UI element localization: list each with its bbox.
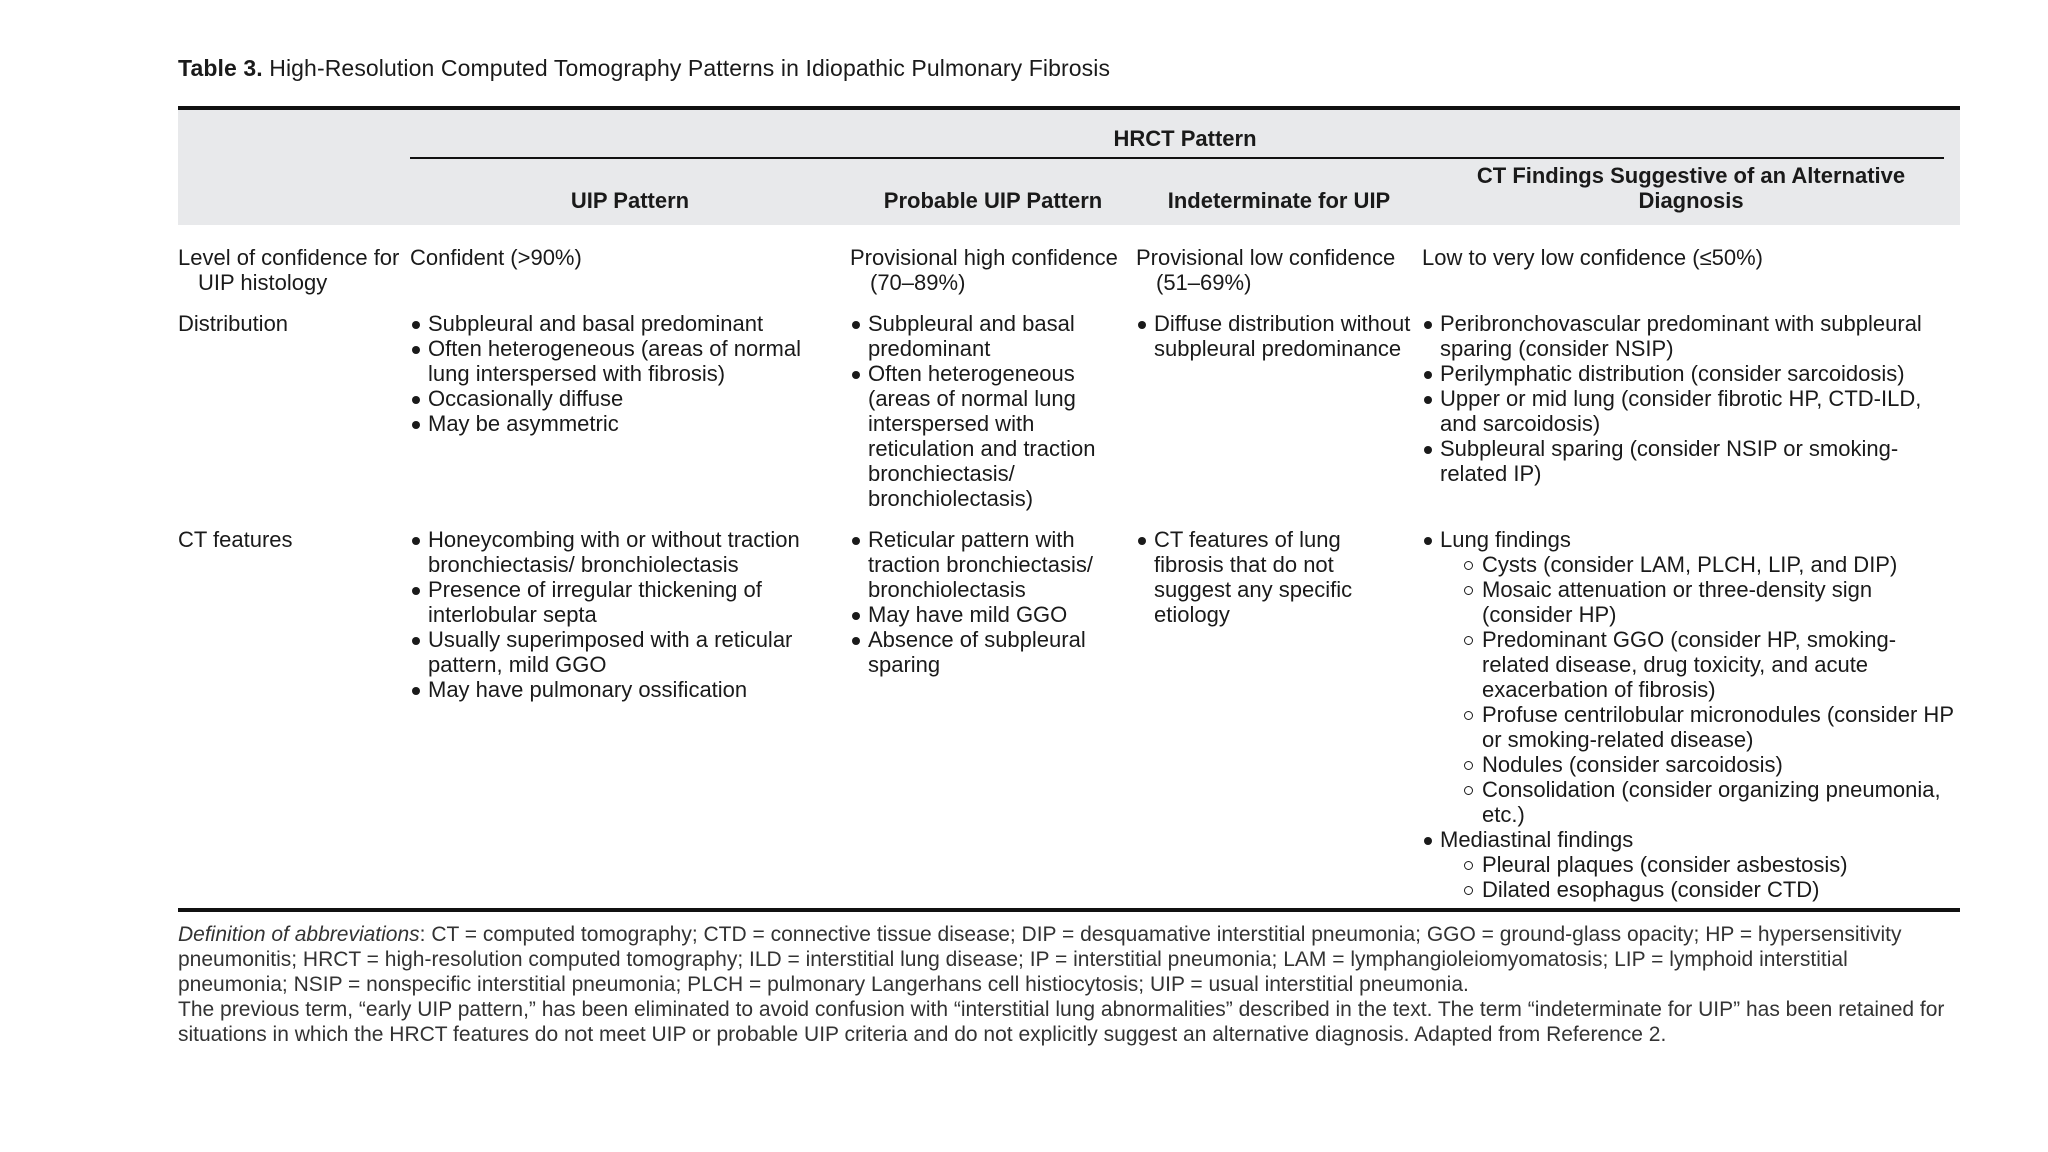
- list-item: Predominant GGO (consider HP, smoking-related disease, drug toxicity, and acute exacerbation of fibrosis): [1462, 627, 1954, 702]
- cell-ct-probable: [850, 511, 1136, 908]
- list-item: Mosaic attenuation or three-density sign (consider HP): [1462, 577, 1954, 627]
- list-item: Cysts (consider LAM, PLCH, LIP, and DIP): [1462, 552, 1954, 577]
- list-item: Profuse centrilobular micronodules (consider HP or smoking-related disease): [1462, 702, 1954, 752]
- list-item: Subpleural sparing (consider NSIP or smoking-related IP): [1422, 436, 1954, 486]
- cell-distribution-alternative: [1422, 295, 1960, 511]
- table-title: High-Resolution Computed Tomography Patterns in Idiopathic Pulmonary Fibrosis: [269, 55, 1111, 81]
- footnote-note: The previous term, “early UIP pattern,” has been eliminated to avoid confusion with “interstitial lung abnormalities” described in the text. The term “indeterminate for UIP” has been retained for situations in which the HRCT features do not meet UIP or probable UIP criteria and do not explicitly suggest an alternative diagnosis. Adapted from Reference 2.: [178, 998, 1945, 1046]
- table-row-confidence: [178, 225, 1960, 295]
- list-item: Reticular pattern with traction bronchiectasis/ bronchiolectasis: [850, 527, 1130, 602]
- list-item: Often heterogeneous (areas of normal lung interspersed with reticulation and traction bronchiectasis/ bronchiolectasis): [850, 361, 1130, 511]
- column-header-indeterminate: Indeterminate for UIP: [1136, 159, 1422, 225]
- list-item: Diffuse distribution without subpleural predominance: [1136, 311, 1416, 361]
- list-item: Honeycombing with or without traction bronchiectasis/ bronchiolectasis: [410, 527, 844, 577]
- cell-confidence-indeterminate: Provisional low confidence (51–69%): [1136, 245, 1396, 295]
- cell-confidence-probable: Provisional high confidence (70–89%): [850, 245, 1118, 295]
- list-item: Dilated esophagus (consider CTD): [1462, 877, 1954, 902]
- row-label-distribution: Distribution: [178, 311, 289, 336]
- row-label-confidence: Level of confidence for UIP histology: [178, 245, 400, 295]
- list-item: Upper or mid lung (consider fibrotic HP, CTD-ILD, and sarcoidosis): [1422, 386, 1954, 436]
- list-item: Usually superimposed with a reticular pattern, mild GGO: [410, 627, 844, 677]
- document-page: [178, 52, 1960, 1047]
- abbreviations-paragraph: [178, 922, 1960, 997]
- table-row-distribution: [178, 295, 1960, 511]
- list-item: Subpleural and basal predominant: [850, 311, 1130, 361]
- column-header-probable-uip: Probable UIP Pattern: [850, 159, 1136, 225]
- header-group-row: [178, 110, 1960, 159]
- list-item: Subpleural and basal predominant: [410, 311, 844, 336]
- list-item: May have pulmonary ossification: [410, 677, 844, 702]
- list-item: Nodules (consider sarcoidosis): [1462, 752, 1954, 777]
- list-item: Pleural plaques (consider asbestosis): [1462, 852, 1954, 877]
- header-group-label: HRCT Pattern: [1113, 126, 1257, 151]
- abbreviations-label: Definition of abbreviations: [178, 923, 420, 946]
- list-item: CT features of lung fibrosis that do not suggest any specific etiology: [1136, 527, 1416, 627]
- table-row-ct-features: [178, 511, 1960, 908]
- list-item: May be asymmetric: [410, 411, 844, 436]
- mediastinal-findings-label: Mediastinal findings: [1440, 827, 1634, 852]
- lung-findings-label: Lung findings: [1440, 527, 1571, 552]
- list-item: Perilymphatic distribution (consider sarcoidosis): [1422, 361, 1954, 386]
- row-label-ct-features: CT features: [178, 527, 293, 552]
- table-footnote: [178, 922, 1960, 1047]
- cell-distribution-indeterminate: [1136, 295, 1422, 511]
- cell-ct-uip: [410, 511, 850, 908]
- header-group-cell: [410, 110, 1960, 159]
- list-item: Often heterogeneous (areas of normal lung interspersed with fibrosis): [410, 336, 844, 386]
- cell-confidence-alternative: Low to very low confidence (≤50%): [1422, 245, 1764, 270]
- list-item: May have mild GGO: [850, 602, 1130, 627]
- table-caption: [178, 52, 1960, 84]
- cell-distribution-uip: [410, 295, 850, 511]
- cell-confidence-uip: Confident (>90%): [410, 245, 582, 270]
- table-bottom-rule: [178, 908, 1960, 912]
- column-header-alternative: CT Findings Suggestive of an Alternative Diagnosis: [1422, 159, 1960, 225]
- list-item: Peribronchovascular predominant with subpleural sparing (consider NSIP): [1422, 311, 1954, 361]
- cell-ct-indeterminate: [1136, 511, 1422, 908]
- list-item: Absence of subpleural sparing: [850, 627, 1130, 677]
- header-blank-cell: [178, 110, 410, 225]
- hrct-patterns-table: [178, 110, 1960, 908]
- list-item: [1422, 527, 1954, 827]
- column-header-uip: UIP Pattern: [410, 159, 850, 225]
- list-item: Consolidation (consider organizing pneumonia, etc.): [1462, 777, 1954, 827]
- cell-distribution-probable: [850, 295, 1136, 511]
- cell-ct-alternative: [1422, 511, 1960, 908]
- abbreviations-text: : CT = computed tomography; CTD = connective tissue disease; DIP = desquamative interstitial pneumonia; GGO = ground-glass opacity; HP = hypersensitivity pneumonitis; HRCT = high-resolution computed tomography; ILD = interstitial lung disease; IP = interstitial pneumonia; LAM = lymphangioleiomyomatosis; LIP = lymphoid interstitial pneumonia; NSIP = nonspecific interstitial pneumonia; PLCH = pulmonary Langerhans cell histiocytosis; UIP = usual interstitial pneumonia.: [178, 923, 1902, 996]
- list-item: [1422, 827, 1954, 902]
- list-item: Occasionally diffuse: [410, 386, 844, 411]
- table-label: Table 3.: [178, 55, 263, 81]
- list-item: Presence of irregular thickening of interlobular septa: [410, 577, 844, 627]
- header-columns-row: [178, 159, 1960, 225]
